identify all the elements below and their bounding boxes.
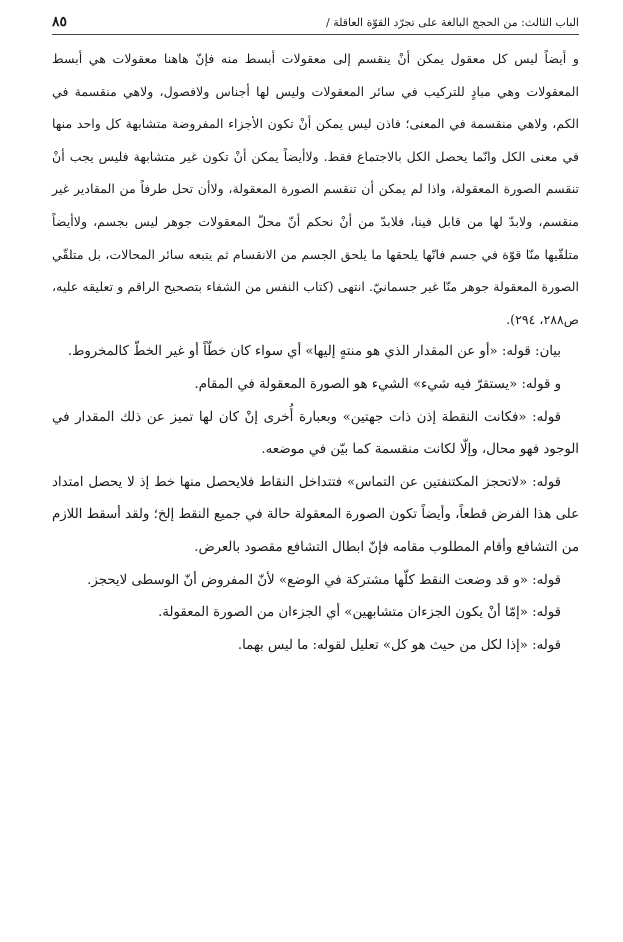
commentary-paragraph: قوله: «فكانت النقطة إذن ذات جهتين» وبعبارة أُخرى إنْ كان لها تميز عن ذلك المقدار في الوجود فهو محال، وإلّا لكانت منقسمة كما بيّن في موضعه. [52,409,579,458]
commentary-paragraph: بيان: قوله: «أو عن المقدار الذي هو منتهٍ إليها» أي سواء كان خطّاً أو غير الخطّ كالمخروط. [67,344,561,360]
book-page [52,10,579,662]
page-number: ٨٥ [52,14,68,30]
commentary-paragraph: قوله: «و قد وضعت النقط كلّها مشتركة في الوضع» لأنّ المفروض أنّ الوسطى لايحجز. [87,572,561,588]
commentary-paragraph: قوله: «إمّا أنْ يكون الجزءان متشابهين» أي الجزءان من الصورة المعقولة. [158,605,561,621]
running-header [52,10,579,35]
commentary-paragraph: و قوله: «يستقرّ فيه شيء» الشيء هو الصورة المعقولة في المقام. [194,376,561,392]
quoted-passage: و أيضاً ليس كل معقول يمكن أنْ ينقسم إلى معقولات أبسط منه فإنّ هاهنا معقولات هي أبسط المعقولات وهي مبادٍ للتركيب في سائر المعقولات وليس لها أجناس ولافصول، ولاهي منقسمة في الكم، ولاهي منقسمة في المعنى؛ فاذن ليس يمكن أنْ تكون الأجزاء المفروضة متشابهة كل واحد منها في معنى الكل وانّما يحصل الكل بالاجتماع فقط. ولاأيضاً يمكن أنْ تكون غير متشابهة فليس يجب أنْ تنقسم الصورة المعقولة، واذا لم يمكن أن تنقسم الصورة المعقولة، ولاأن تحل طرفاً من المقادير غير منقسم، ولابدّ لها من قابل فينا، فلابدّ من أنْ نحكم أنّ محلّ المعقولات جوهر ليس بجسم، ولاأيضاً متلقّيها منّا قوّة في جسم فانّها يلحقها ما يلحق الجسم من الانقسام ثم يتبعه سائر المحالات، بل متلقّي الصورة المعقولة جوهر منّا غير جسمانيّ. انتهى (كتاب النفس من الشفاء بتصحيح الراقم و تعليقه عليه، ص٢٨٨، ٢٩٤). [52,51,579,327]
commentary-paragraph: قوله: «لاتحجز المكتنفتين عن التماس» فتتداخل النقاط فلايحصل منها خط إذ لا يحصل امتداد على هذا الفرض قطعاً، وأيضاً تكون الصورة المعقولة حالة في جميع النقط إلخ؛ ولقد أسقط اللازم من التشافع وأقام المطلوب مقامه فإنّ ابطال التشافع مقصود بالعرض. [52,474,579,555]
commentary-paragraph: قوله: «إذا لكل من حيث هو كل» تعليل لقوله: ما ليس بهما. [237,637,561,653]
chapter-title: الباب الثالث: من الحجج البالغة على تجرّد القوّة العاقلة / [326,15,579,29]
